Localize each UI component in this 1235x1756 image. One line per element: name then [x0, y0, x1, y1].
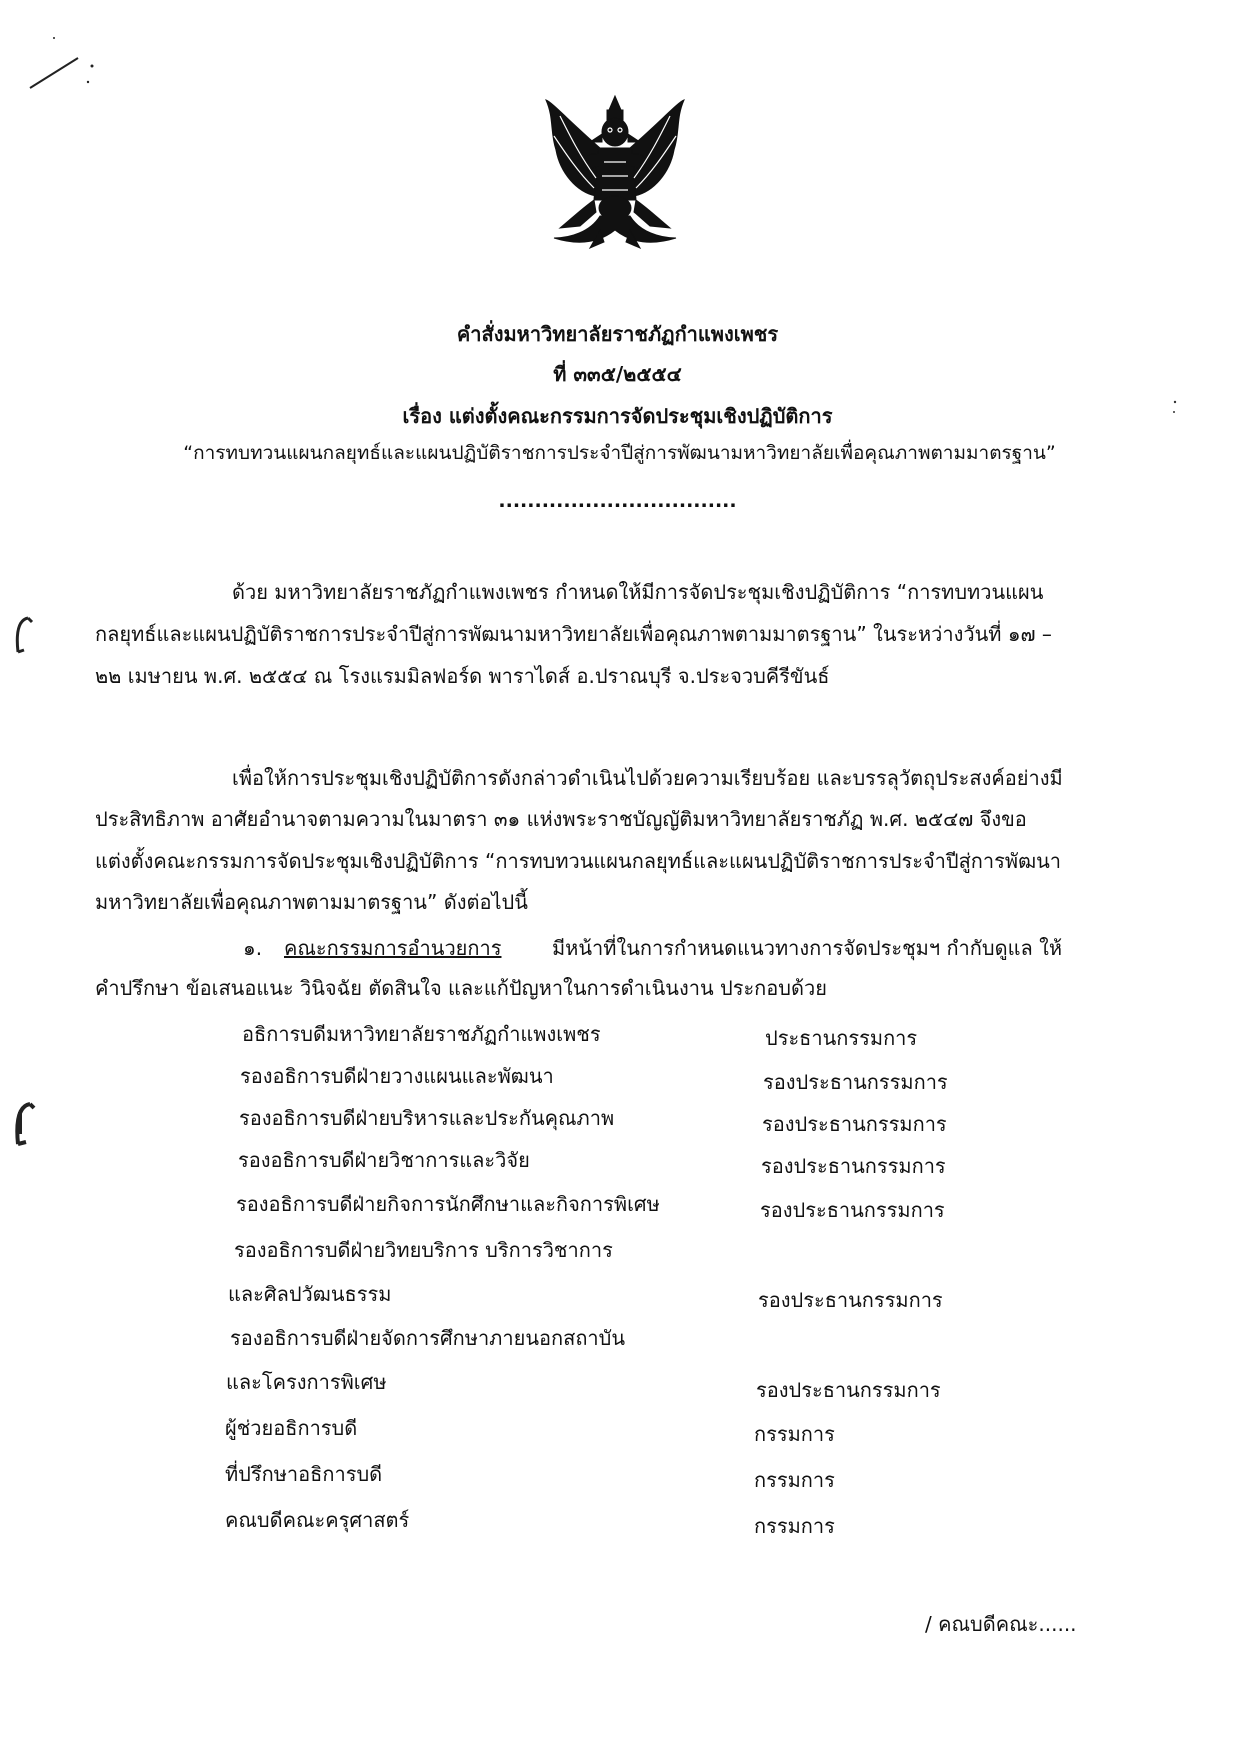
punch-hole-mark-top	[10, 612, 40, 662]
member-name: ที่ปรึกษาอธิการบดี	[225, 1462, 383, 1486]
member-name: อธิการบดีมหาวิทยาลัยราชภัฏกำแพงเพชร	[242, 1022, 601, 1046]
member-name: และโครงการพิเศษ	[226, 1370, 387, 1394]
member-name: รองอธิการบดีฝ่ายกิจการนักศึกษาและกิจการพิเศษ	[236, 1192, 660, 1216]
paragraph-2-line-1: เพื่อให้การประชุมเชิงปฏิบัติการดังกล่าวดำเนินไปด้วยความเรียบร้อย และบรรลุวัตถุประสงค์อย่างมี	[232, 766, 1063, 790]
member-name: รองอธิการบดีฝ่ายวางแผนและพัฒนา	[240, 1064, 554, 1088]
order-title: คำสั่งมหาวิทยาลัยราชภัฏกำแพงเพชร	[456, 322, 779, 346]
member-name: คณบดีคณะครุศาสตร์	[225, 1508, 410, 1532]
member-role: รองประธานกรรมการ	[758, 1288, 943, 1312]
punch-hole-mark-bottom	[10, 1098, 40, 1154]
garuda-emblem-icon	[540, 92, 690, 252]
dotted-separator: .................................	[498, 490, 737, 512]
member-role: รองประธานกรรมการ	[763, 1070, 948, 1094]
member-name: รองอธิการบดีฝ่ายวิทยบริการ บริการวิชาการ	[234, 1238, 613, 1262]
member-name: และศิลปวัฒนธรรม	[228, 1282, 392, 1306]
member-role: รองประธานกรรมการ	[762, 1112, 947, 1136]
section-1-heading: คณะกรรมการอำนวยการ	[284, 936, 502, 960]
paragraph-2-line-4: มหาวิทยาลัยเพื่อคุณภาพตามมาตรฐาน” ดังต่อไปนี้	[95, 890, 528, 914]
member-name: รองอธิการบดีฝ่ายวิชาการและวิจัย	[238, 1148, 530, 1172]
member-role: รองประธานกรรมการ	[761, 1154, 946, 1178]
member-role: กรรมการ	[754, 1514, 835, 1538]
section-1-description-line-1: มีหน้าที่ในการกำหนดแนวทางการจัดประชุมฯ กำกับดูแล ให้	[552, 936, 1063, 960]
order-number: ที่ ๓๓๕/๒๕๕๔	[553, 362, 682, 386]
member-role: รองประธานกรรมการ	[756, 1378, 941, 1402]
member-name: รองอธิการบดีฝ่ายบริหารและประกันคุณภาพ	[239, 1106, 615, 1130]
member-role: ประธานกรรมการ	[765, 1026, 918, 1050]
paragraph-2-line-2: ประสิทธิภาพ อาศัยอำนาจตามความในมาตรา ๓๑ แห่งพระราชบัญญัติมหาวิทยาลัยราชภัฏ พ.ศ. ๒๕๔๗ จึงขอ	[95, 807, 1027, 831]
project-title: “การทบทวนแผนกลยุทธ์และแผนปฏิบัติราชการประจำปีสู่การพัฒนามหาวิทยาลัยเพื่อคุณภาพตามมาตรฐาน”	[183, 442, 1056, 464]
section-1-number: ๑.	[243, 936, 263, 960]
member-role: กรรมการ	[754, 1422, 835, 1446]
paragraph-2-line-3: แต่งตั้งคณะกรรมการจัดประชุมเชิงปฏิบัติการ “การทบทวนแผนกลยุทธ์และแผนปฏิบัติราชการประจำปีสู่การพัฒนา	[95, 849, 1062, 873]
member-name: ผู้ช่วยอธิการบดี	[225, 1416, 358, 1440]
paragraph-1-line-2: กลยุทธ์และแผนปฏิบัติราชการประจำปีสู่การพัฒนามหาวิทยาลัยเพื่อคุณภาพตามมาตรฐาน” ในระหว่างวันที่ ๑๗ –	[95, 622, 1052, 646]
paragraph-1-line-1: ด้วย มหาวิทยาลัยราชภัฏกำแพงเพชร กำหนดให้มีการจัดประชุมเชิงปฏิบัติการ “การทบทวนแผน	[232, 580, 1044, 604]
member-name: รองอธิการบดีฝ่ายจัดการศึกษาภายนอกสถาบัน	[230, 1326, 626, 1350]
member-role: กรรมการ	[754, 1468, 835, 1492]
paragraph-1-line-3: ๒๒ เมษายน พ.ศ. ๒๕๕๔ ณ โรงแรมมิลฟอร์ด พาราไดส์ อ.ปราณบุรี จ.ประจวบคีรีขันธ์	[95, 664, 830, 688]
continuation-note: / คณบดีคณะ......	[925, 1612, 1077, 1636]
member-role: รองประธานกรรมการ	[760, 1198, 945, 1222]
section-1-description-line-2: คำปรึกษา ข้อเสนอแนะ วินิจฉัย ตัดสินใจ และแก้ปัญหาในการดำเนินงาน ประกอบด้วย	[95, 976, 827, 1000]
order-subject: เรื่อง แต่งตั้งคณะกรรมการจัดประชุมเชิงปฏิบัติการ	[402, 404, 833, 428]
pen-stroke-mark	[20, 30, 110, 120]
